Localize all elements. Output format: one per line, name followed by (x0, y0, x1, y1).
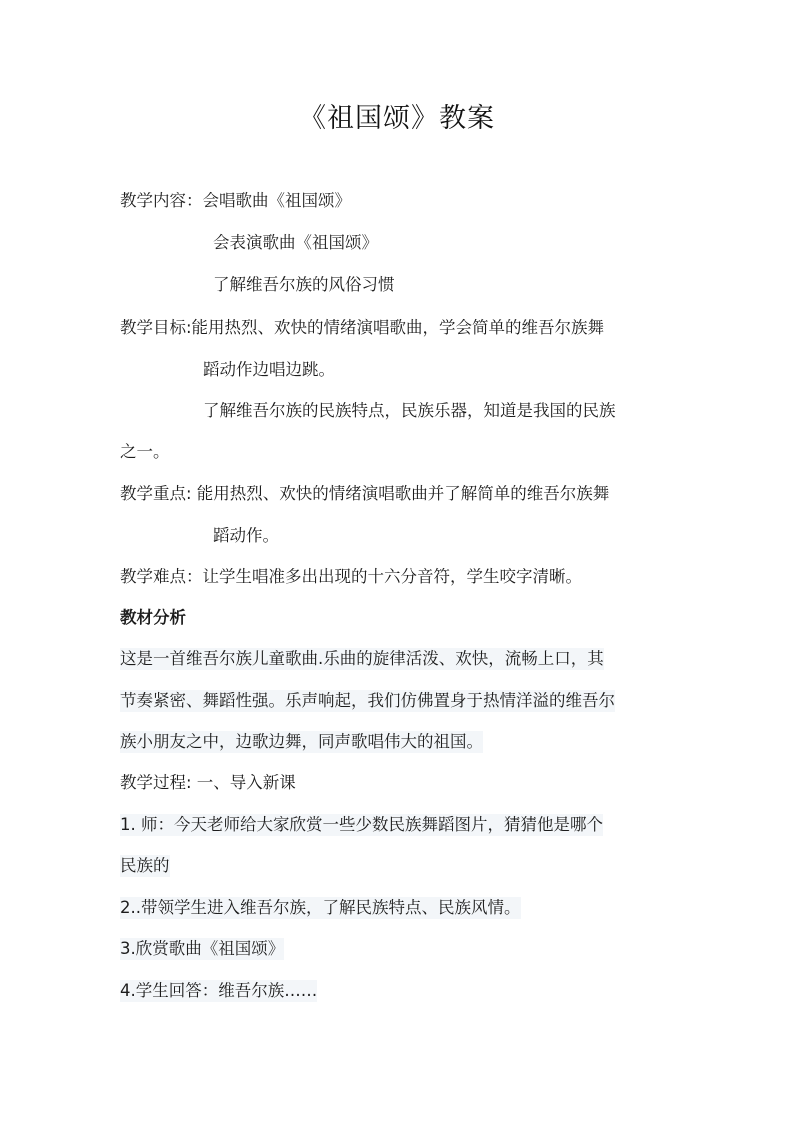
teaching-focus-continuation: 蹈动作。 (213, 526, 279, 545)
teaching-goal-item-2: 了解维吾尔族的民族特点，民族乐器，知道是我国的民族 (203, 401, 616, 420)
teaching-process-line: 教学过程: 一、导入新课 (120, 773, 296, 792)
teaching-content-line: 教学内容：会唱歌曲《祖国颂》 (120, 191, 351, 210)
teaching-content-item-2: 会表演歌曲《祖国颂》 (213, 233, 378, 252)
document-title: 《祖国颂》教案 (299, 103, 495, 134)
teaching-focus-line: 教学重点: 能用热烈、欢快的情绪演唱歌曲并了解简单的维吾尔族舞 (120, 484, 610, 503)
process-step-1: 1. 师：今天老师给大家欣赏一些少数民族舞蹈图片，猜猜他是哪个 (120, 815, 603, 834)
process-step-1-continuation: 民族的 (120, 856, 170, 875)
teaching-content-item-3: 了解维吾尔族的风俗习惯 (213, 275, 395, 294)
material-analysis-heading: 教材分析 (120, 608, 186, 627)
analysis-paragraph-line-3: 族小朋友之中，边歌边舞，同声歌唱伟大的祖国。 (120, 732, 483, 751)
teaching-goal-line: 教学目标:能用热烈、欢快的情绪演唱歌曲，学会简单的维吾尔族舞 (120, 318, 605, 337)
teaching-difficulty-line: 教学难点：让学生唱准多出出现的十六分音符，学生咬字清晰。 (120, 567, 582, 586)
teaching-goal-item-2-continuation: 之一。 (120, 442, 170, 461)
process-step-4: 4.学生回答：维吾尔族…… (120, 981, 318, 1000)
analysis-paragraph-line-2: 节奏紧密、舞蹈性强。乐声响起，我们仿佛置身于热情洋溢的维吾尔 (120, 691, 615, 710)
process-step-3: 3.欣赏歌曲《祖国颂》 (120, 939, 285, 958)
process-step-2: 2..带领学生进入维吾尔族，了解民族特点、民族风情。 (120, 898, 521, 917)
analysis-paragraph-line-1: 这是一首维吾尔族儿童歌曲.乐曲的旋律活泼、欢快，流畅上口，其 (120, 649, 604, 668)
teaching-goal-continuation: 蹈动作边唱边跳。 (203, 360, 335, 379)
